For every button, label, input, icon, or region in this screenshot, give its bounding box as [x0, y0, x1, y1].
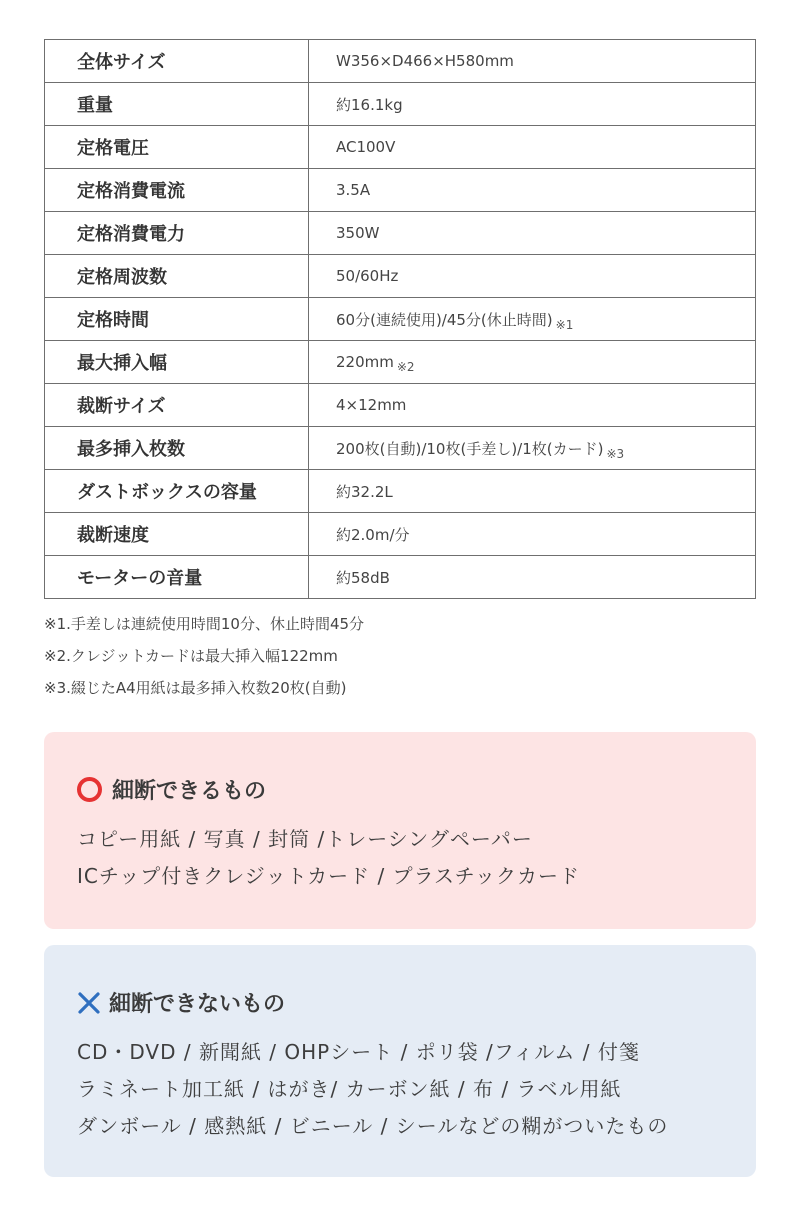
- shreddable-line: コピー用紙 / 写真 / 封筒 /トレーシングペーパー: [77, 827, 533, 851]
- spec-value: 200枚(自動)/10枚(手差し)/1枚(カード): [336, 439, 604, 458]
- spec-value: 50/60Hz: [336, 267, 399, 285]
- spec-label: 全体サイズ: [45, 40, 309, 83]
- spec-row: [45, 255, 756, 298]
- not-shreddable-line: CD・DVD / 新聞紙 / OHPシート / ポリ袋 /フィルム / 付箋: [77, 1040, 640, 1064]
- not-shreddable-line: ダンボール / 感熱紙 / ビニール / シールなどの糊がついたもの: [77, 1114, 669, 1138]
- footnote-2: ※2.クレジットカードは最大挿入幅122mm: [44, 647, 338, 665]
- spec-label: 定格周波数: [45, 255, 309, 298]
- spec-value-cell: [309, 556, 756, 599]
- spec-value: 60分(連続使用)/45分(休止時間): [336, 310, 553, 329]
- footnotes: [44, 608, 756, 704]
- spec-label: 重量: [45, 83, 309, 126]
- spec-label: 定格時間: [45, 298, 309, 341]
- shreddable-line: ICチップ付きクレジットカード / プラスチックカード: [77, 864, 581, 888]
- spec-value-cell: [309, 384, 756, 427]
- spec-value-cell: [309, 83, 756, 126]
- spec-label: 定格消費電流: [45, 169, 309, 212]
- footnote-3: ※3.綴じたA4用紙は最多挿入枚数20枚(自動): [44, 679, 347, 697]
- footnote-1: ※1.手差しは連続使用時間10分、休止時間45分: [44, 615, 365, 633]
- not-shreddable-list: [77, 1034, 756, 1145]
- spec-value: 3.5A: [336, 181, 371, 199]
- spec-note-mark: ※3: [606, 446, 625, 461]
- spec-row: [45, 427, 756, 470]
- spec-value-cell: [309, 513, 756, 556]
- not-shreddable-heading: [77, 987, 756, 1018]
- cross-icon: [77, 991, 101, 1015]
- spec-value-cell: [309, 341, 756, 384]
- spec-value: W356×D466×H580mm: [336, 52, 514, 70]
- spec-value-cell: [309, 126, 756, 169]
- spec-row: [45, 384, 756, 427]
- spec-label: 裁断速度: [45, 513, 309, 556]
- spec-label: 最大挿入幅: [45, 341, 309, 384]
- spec-label: 定格電圧: [45, 126, 309, 169]
- spec-value: 約16.1kg: [336, 95, 403, 114]
- spec-value-cell: [309, 212, 756, 255]
- spec-row: [45, 298, 756, 341]
- not-shreddable-title: 細断できないもの: [109, 992, 286, 1017]
- not-shreddable-box: [44, 945, 756, 1177]
- circle-icon: [77, 777, 102, 802]
- spec-row: [45, 513, 756, 556]
- spec-value: 350W: [336, 224, 380, 242]
- spec-row: [45, 341, 756, 384]
- not-shreddable-line: ラミネート加工紙 / はがき/ カーボン紙 / 布 / ラベル用紙: [77, 1077, 622, 1101]
- spec-value-cell: [309, 40, 756, 83]
- spec-row: [45, 126, 756, 169]
- spec-row: [45, 556, 756, 599]
- spec-label: 定格消費電力: [45, 212, 309, 255]
- spec-row: [45, 169, 756, 212]
- spec-value-cell: [309, 470, 756, 513]
- spec-label: ダストボックスの容量: [45, 470, 309, 513]
- spec-value-cell: [309, 255, 756, 298]
- shreddable-title: 細断できるもの: [112, 779, 267, 804]
- spec-value-cell: [309, 169, 756, 212]
- shreddable-box: [44, 732, 756, 929]
- spec-row: [45, 470, 756, 513]
- spec-note-mark: ※1: [555, 317, 574, 332]
- spec-label: 裁断サイズ: [45, 384, 309, 427]
- spec-row: [45, 40, 756, 83]
- spec-label: モーターの音量: [45, 556, 309, 599]
- spec-value: 220mm: [336, 353, 394, 371]
- spec-value: AC100V: [336, 138, 396, 156]
- spec-label: 最多挿入枚数: [45, 427, 309, 470]
- spec-value: 約2.0m/分: [336, 525, 410, 544]
- spec-value-cell: [309, 298, 756, 341]
- spec-value-cell: [309, 427, 756, 470]
- spec-row: [45, 212, 756, 255]
- spec-row: [45, 83, 756, 126]
- shreddable-list: [77, 821, 756, 895]
- spec-value: 4×12mm: [336, 396, 407, 414]
- shreddable-heading: [77, 774, 756, 805]
- spec-value: 約32.2L: [336, 482, 393, 501]
- spec-value: 約58dB: [336, 568, 390, 587]
- spec-table: [44, 39, 756, 599]
- spec-note-mark: ※2: [396, 360, 415, 374]
